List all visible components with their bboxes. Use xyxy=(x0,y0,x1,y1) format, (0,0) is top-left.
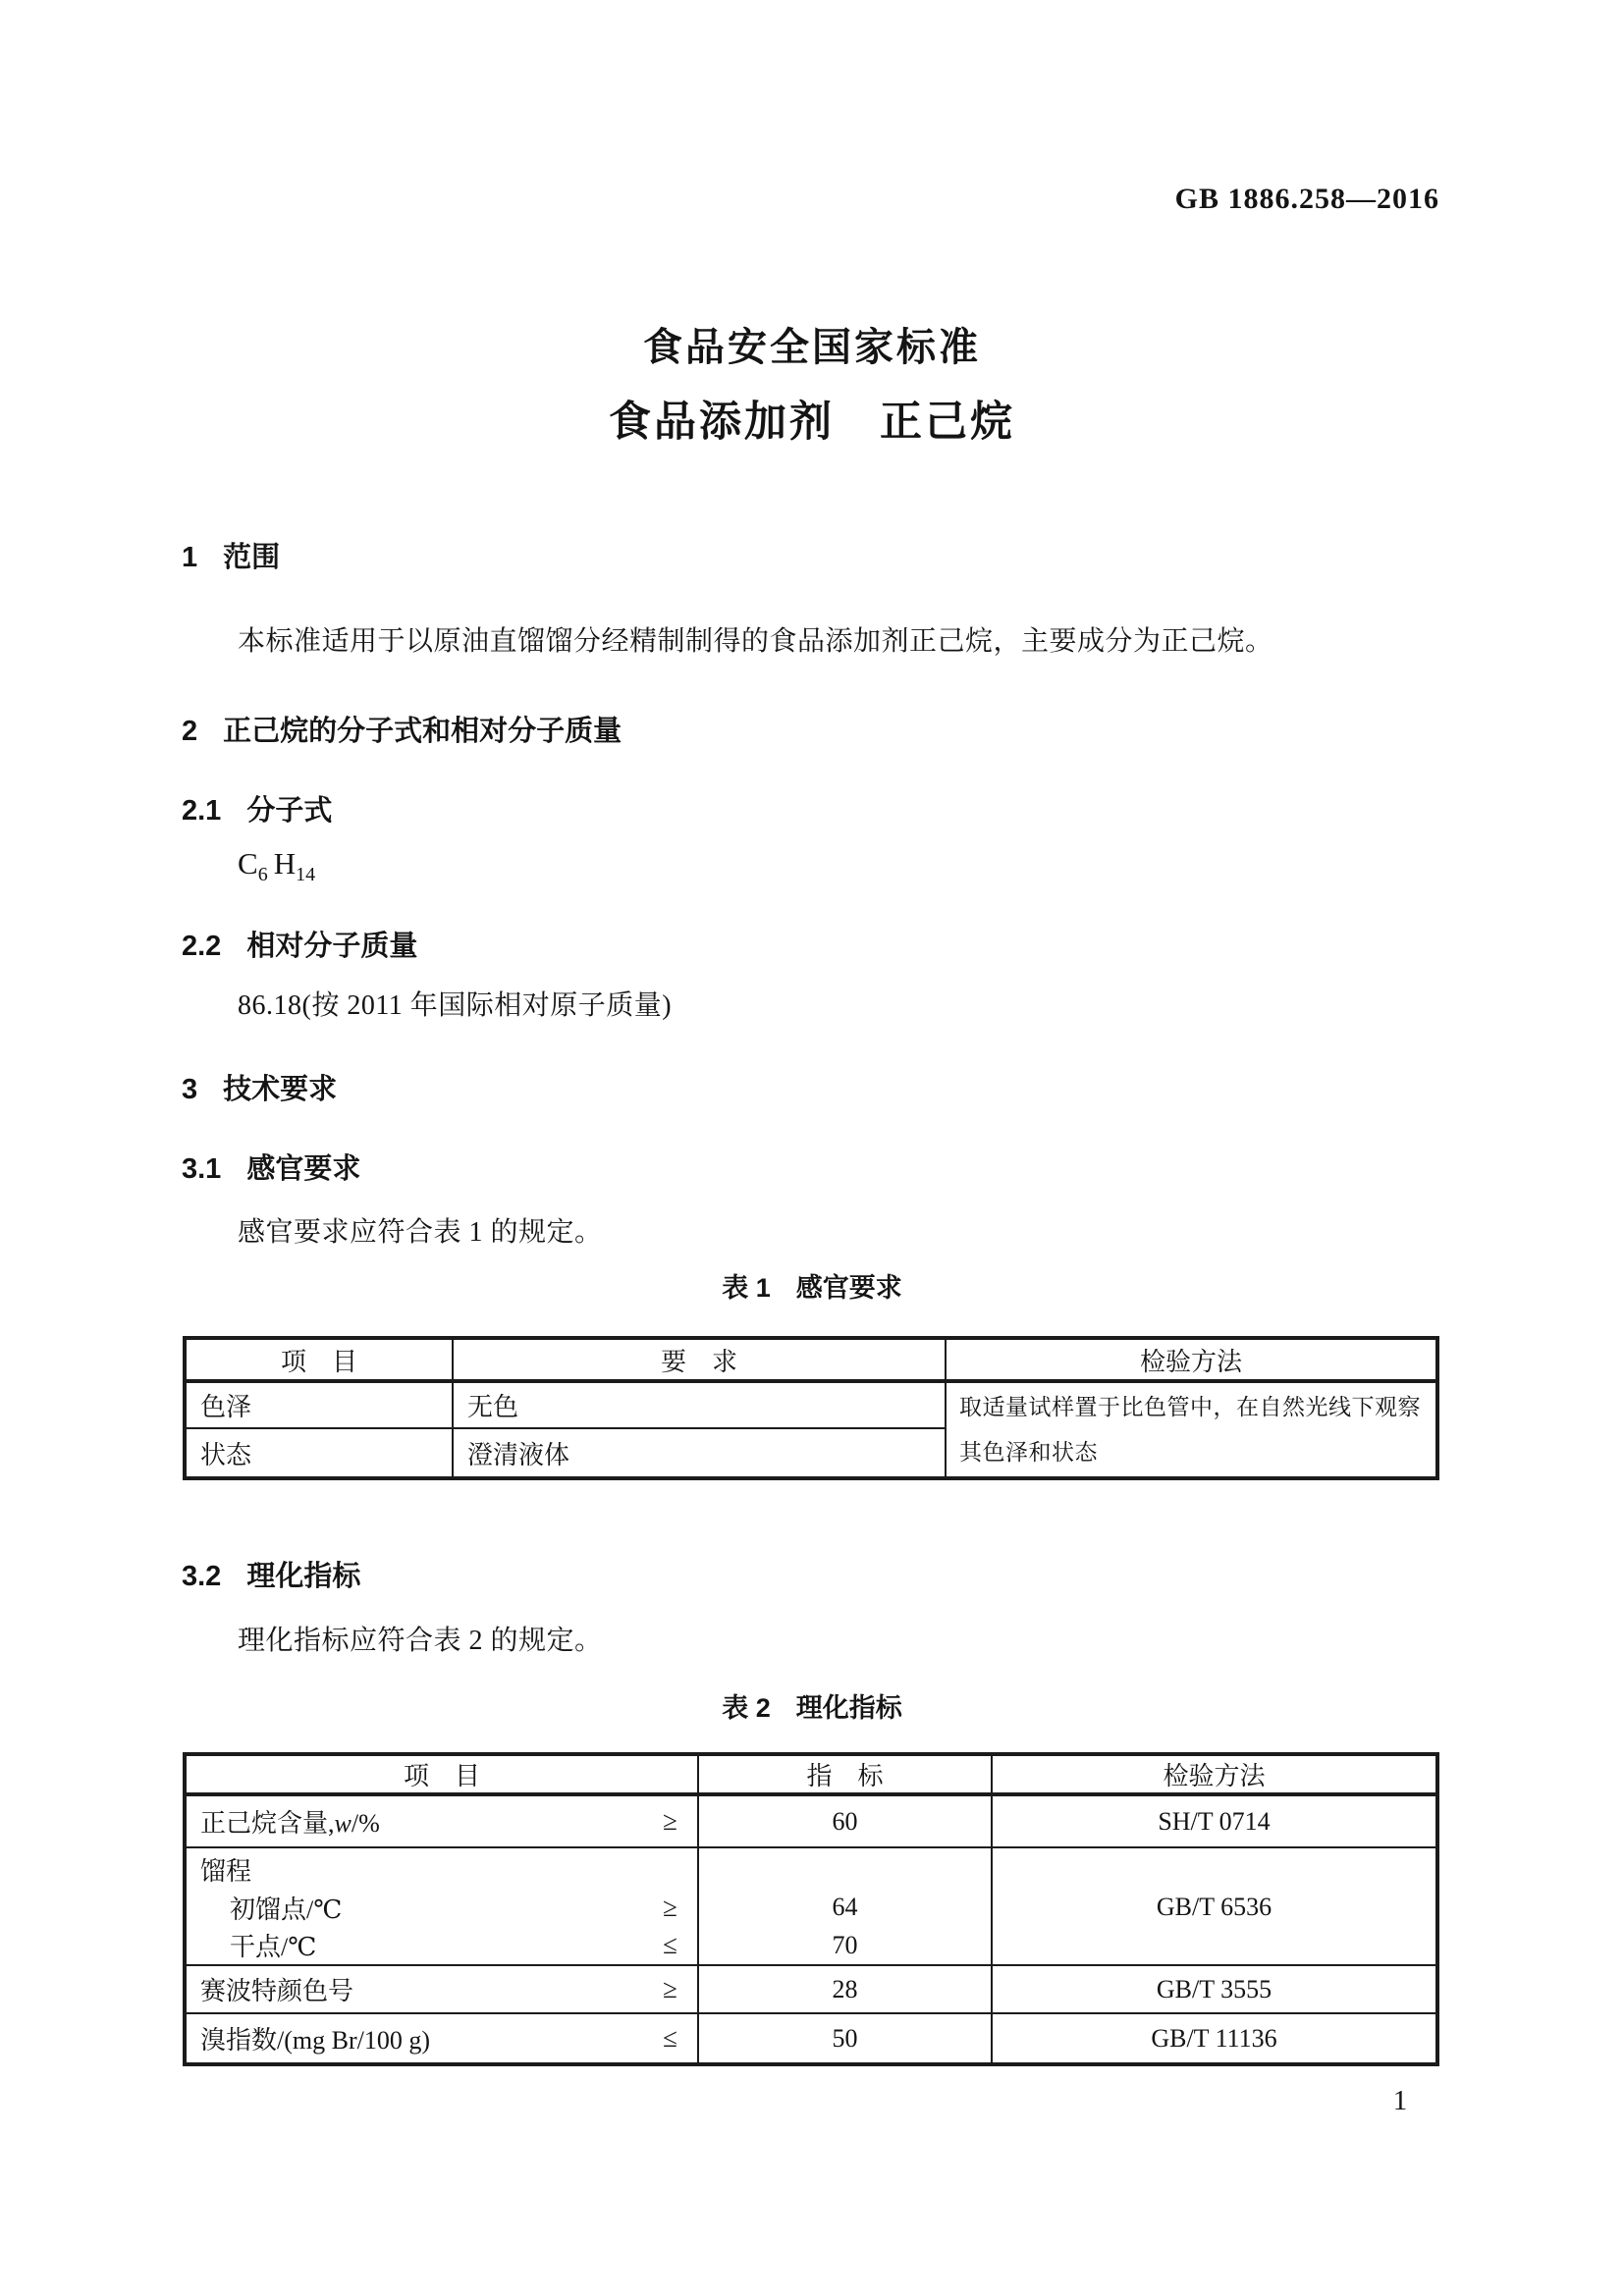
bromine-relation: ≤ xyxy=(663,2023,677,2053)
table-2-header-item: 项 目 xyxy=(187,1756,699,1796)
table-1-row-color-requirement: 无色 xyxy=(454,1383,947,1429)
initial-boiling-point-row xyxy=(187,1889,697,1927)
bromine-label: 溴指数/(mg Br/100 g) xyxy=(200,2026,430,2055)
dry-point-label: 干点/℃ xyxy=(230,1933,317,1962)
hexane-relation: ≥ xyxy=(663,1806,677,1836)
formula-subscript-6: 6 xyxy=(257,864,268,885)
saybolt-label: 赛波特颜色号 xyxy=(200,1977,354,2005)
distillation-method-spacer-2 xyxy=(993,1926,1435,1964)
table-2-header-method: 检验方法 xyxy=(993,1756,1435,1796)
table-2-row-hexane-method: SH/T 0714 xyxy=(993,1796,1435,1848)
table-2-caption xyxy=(0,1686,1624,1725)
section-3-number: 3 xyxy=(182,1074,198,1105)
section-2-2-number: 2.2 xyxy=(182,931,222,962)
physicochemical-paragraph: 理化指标应符合表 2 的规定。 xyxy=(238,1626,603,1656)
table-1-header-requirement: 要 求 xyxy=(454,1340,947,1383)
table-2-row-saybolt-method: GB/T 3555 xyxy=(993,1966,1435,2014)
section-3-1-heading xyxy=(182,1147,360,1187)
distillation-group-label: 馏程 xyxy=(200,1856,252,1886)
initial-boiling-point-relation: ≥ xyxy=(663,1892,677,1922)
document-title-line1: 食品安全国家标准 xyxy=(643,326,981,369)
section-1-title: 范围 xyxy=(223,542,281,573)
table-2-row-saybolt-value: 28 xyxy=(699,1966,993,2014)
dry-point-relation: ≤ xyxy=(663,1930,677,1960)
molecular-formula xyxy=(238,846,315,886)
table-1-header-item: 项 目 xyxy=(187,1340,454,1383)
section-3-1-title: 感官要求 xyxy=(246,1153,361,1185)
section-3-1-number: 3.1 xyxy=(182,1153,222,1185)
physicochemical-indicators-table xyxy=(183,1752,1439,2066)
table-1-row-state-requirement: 澄清液体 xyxy=(454,1429,947,1476)
table-2-row-bromine-item xyxy=(187,2014,699,2062)
table-2-row-hexane-item xyxy=(187,1796,699,1848)
section-2-1-number: 2.1 xyxy=(182,795,222,827)
hexane-label-symbol: w xyxy=(334,1809,352,1838)
dry-point-row xyxy=(187,1926,697,1964)
distillation-method-spacer xyxy=(993,1850,1435,1889)
table-2-row-bromine-value: 50 xyxy=(699,2014,993,2062)
distillation-method: GB/T 6536 xyxy=(1156,1893,1272,1921)
section-2-2-title: 相对分子质量 xyxy=(246,931,418,962)
dry-point-value: 70 xyxy=(832,1930,858,1959)
initial-boiling-point-value: 64 xyxy=(832,1893,858,1921)
table-1-header-method: 检验方法 xyxy=(947,1340,1435,1383)
section-1-heading xyxy=(182,535,280,575)
section-2-2-heading xyxy=(182,924,417,964)
table-1-row-color-item: 色泽 xyxy=(187,1383,454,1429)
table-1-row-state-item: 状态 xyxy=(187,1429,454,1476)
distillation-value-spacer xyxy=(699,1850,991,1889)
table-2-distillation-item-cell xyxy=(187,1848,699,1966)
table-2-distillation-method-cell xyxy=(993,1848,1435,1966)
section-2-heading xyxy=(182,709,622,749)
table-1-caption xyxy=(0,1266,1624,1305)
page-number: 1 xyxy=(1392,2085,1408,2116)
table-2-caption-title: 理化指标 xyxy=(795,1693,902,1723)
formula-element-c: C xyxy=(238,846,258,881)
table-2-row-bromine-method: GB/T 11136 xyxy=(1151,2023,1277,2053)
molecular-mass-paragraph: 86.18(按 2011 年国际相对原子质量) xyxy=(238,990,673,1021)
document-title-line2: 食品添加剂 正己烷 xyxy=(609,399,1015,446)
table-1-caption-title: 感官要求 xyxy=(795,1273,902,1303)
hexane-label-suffix: /% xyxy=(351,1809,380,1838)
sensory-paragraph: 感官要求应符合表 1 的规定。 xyxy=(238,1217,603,1248)
formula-subscript-14: 14 xyxy=(296,864,316,885)
table-2-distillation-value-cell xyxy=(699,1848,993,1966)
table-1-caption-label: 表 1 xyxy=(722,1273,771,1303)
section-2-title: 正己烷的分子式和相对分子质量 xyxy=(223,716,623,747)
saybolt-relation: ≥ xyxy=(663,1974,677,2003)
table-2-header-index: 指 标 xyxy=(699,1756,993,1796)
section-3-heading xyxy=(182,1067,337,1107)
table-2-caption-label: 表 2 xyxy=(722,1693,771,1723)
hexane-content-label xyxy=(200,1803,380,1840)
standard-code: GB 1886.258—2016 xyxy=(1174,183,1439,215)
initial-boiling-point-label: 初馏点/℃ xyxy=(230,1895,343,1924)
section-1-number: 1 xyxy=(182,542,198,573)
section-3-2-number: 3.2 xyxy=(182,1561,222,1592)
section-2-1-heading xyxy=(182,788,332,828)
table-2-row-hexane-value: 60 xyxy=(699,1796,993,1848)
hexane-label-prefix: 正己烷含量, xyxy=(200,1809,335,1838)
section-3-2-heading xyxy=(182,1554,360,1594)
table-2-row-saybolt-item xyxy=(187,1966,699,2014)
sensory-requirements-table xyxy=(183,1336,1439,1480)
section-3-2-title: 理化指标 xyxy=(246,1561,361,1592)
section-2-number: 2 xyxy=(182,716,198,747)
section-3-title: 技术要求 xyxy=(223,1074,338,1105)
formula-element-h: H xyxy=(273,846,297,881)
section-2-1-title: 分子式 xyxy=(246,795,333,827)
table-1-method-cell: 取适量试样置于比色管中，在自然光线下观察其色泽和状态 xyxy=(959,1394,1421,1465)
scope-paragraph: 本标准适用于以原油直馏馏分经精制制得的食品添加剂正己烷，主要成分为正己烷。 xyxy=(238,626,1273,657)
